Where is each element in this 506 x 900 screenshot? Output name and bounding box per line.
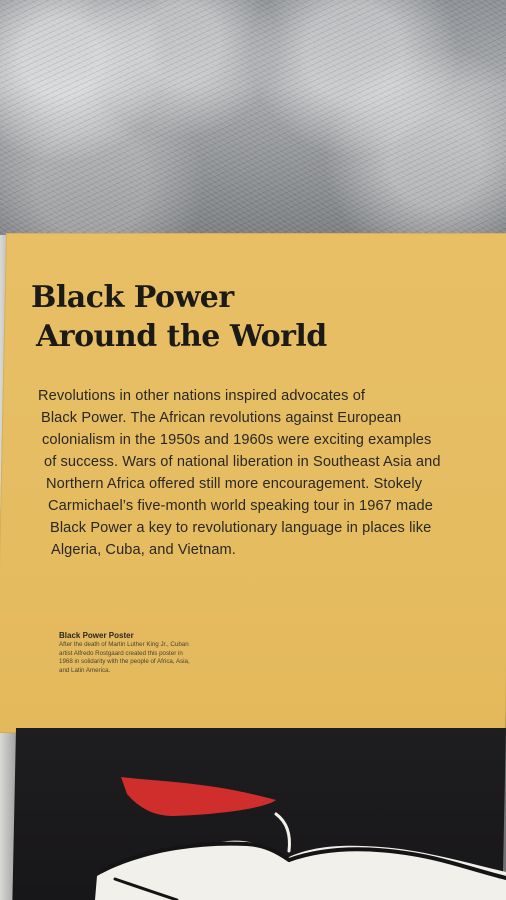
- exhibit-description: [38, 385, 478, 561]
- description-line: Northern Africa offered still more encouragement. Stokely: [46, 476, 423, 492]
- abstract-poster-icon: [0, 740, 506, 900]
- caption-line: 1968 in solidarity with the people of Africa, Asia,: [59, 658, 190, 666]
- poster-caption-title: Black Power Poster: [59, 631, 134, 640]
- description-line: of success. Wars of national liberation in Southeast Asia and: [44, 454, 441, 470]
- textured-fabric-icon: [0, 0, 506, 240]
- description-line: Revolutions in other nations inspired advocates of: [38, 388, 366, 404]
- exhibit-title-line: Around the World: [36, 319, 327, 354]
- description-line: Carmichael’s five-month world speaking tour in 1967 made: [48, 498, 433, 514]
- poster-caption: [59, 631, 249, 675]
- poster-caption-body: [59, 641, 249, 675]
- caption-line: artist Alfredo Rostgaard created this poster in: [59, 649, 183, 657]
- caption-line: and Latin America.: [59, 666, 111, 674]
- description-line: Black Power a key to revolutionary language in places like: [50, 520, 432, 536]
- description-line: colonialism in the 1950s and 1960s were exciting examples: [42, 432, 432, 448]
- description-line: Black Power. The African revolutions against European: [41, 410, 402, 426]
- exhibit-title-line: Black Power: [31, 280, 234, 315]
- caption-line: After the death of Martin Luther King Jr., Cuban: [59, 641, 189, 648]
- description-line: Algeria, Cuba, and Vietnam.: [51, 542, 236, 558]
- exhibit-title: [31, 278, 371, 356]
- red-flag-icon: [121, 777, 276, 816]
- poster-inner-line: [276, 814, 289, 851]
